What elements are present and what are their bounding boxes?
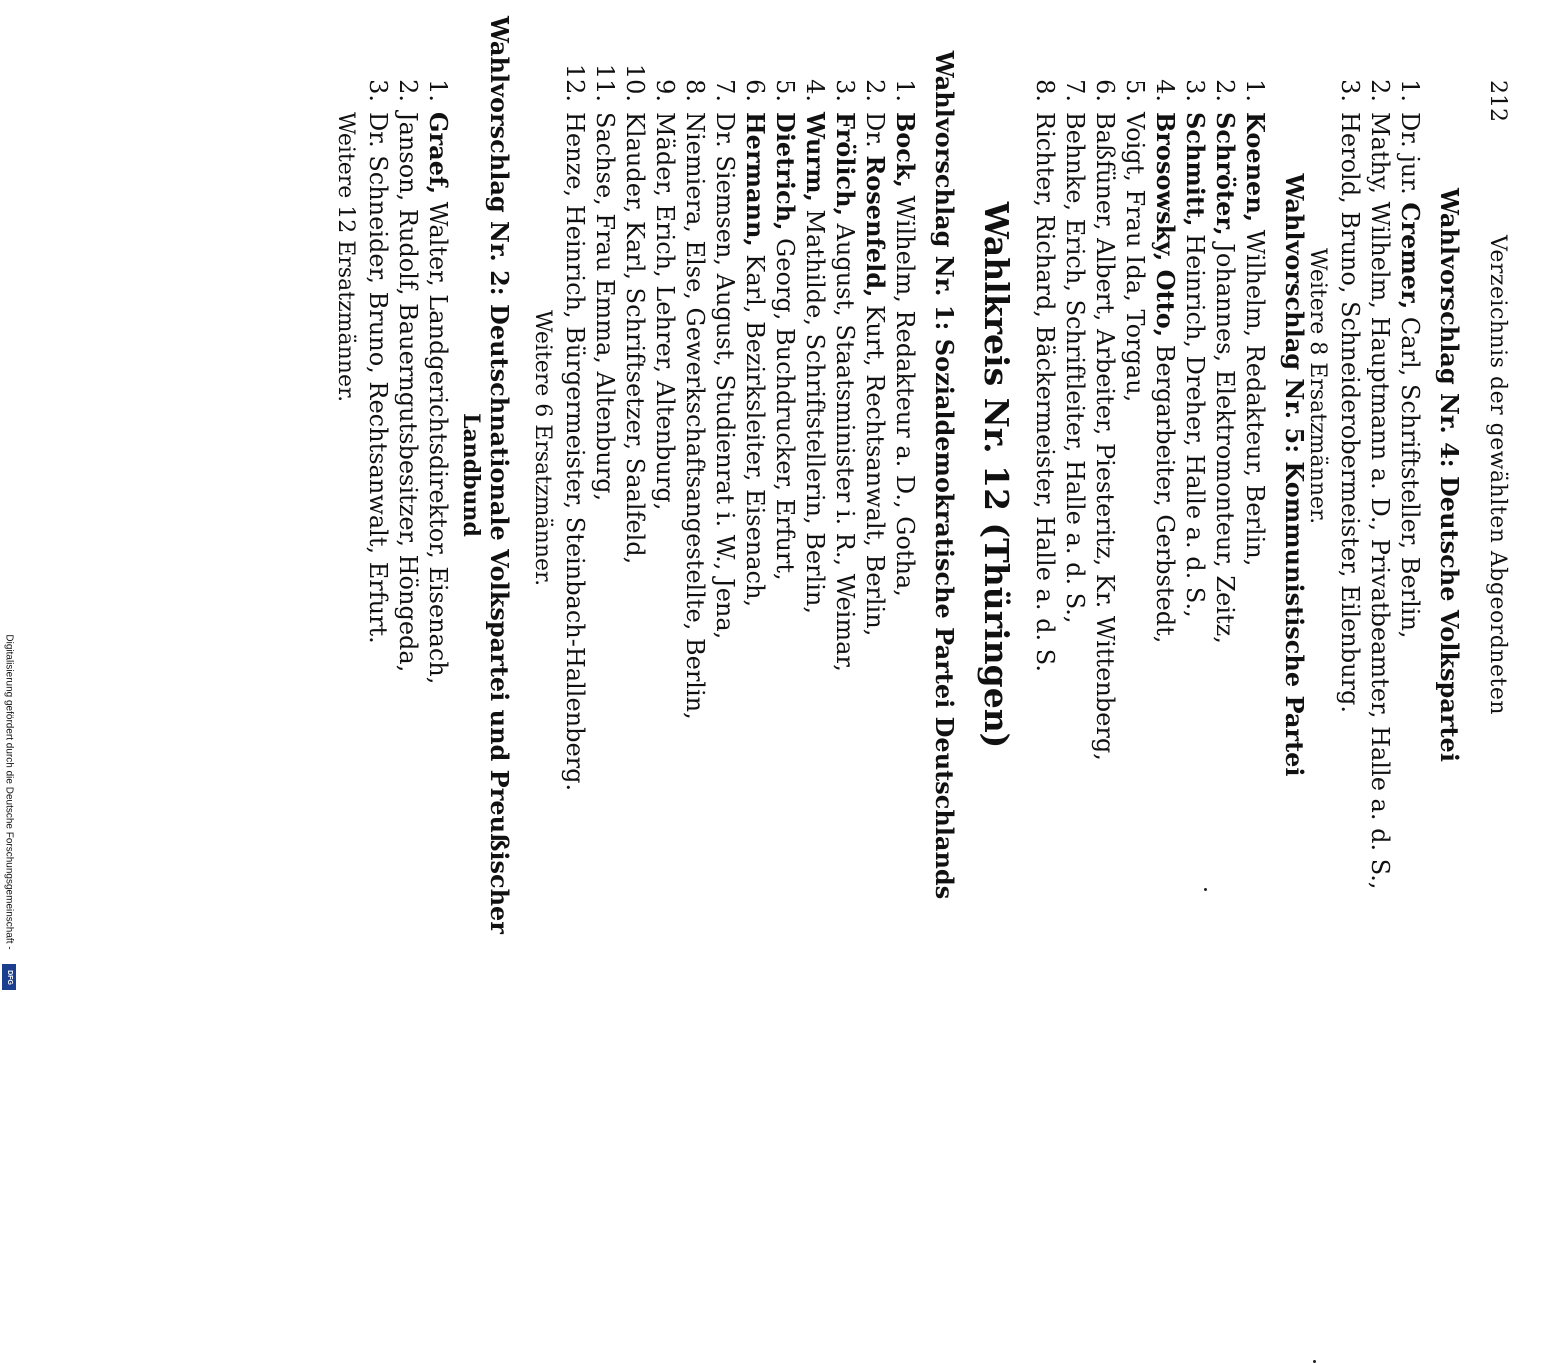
list-item: 3.Dr. Schneider, Bruno, Rechtsanwalt, Erfurt. bbox=[364, 79, 392, 644]
section-heading: Wahlvorschlag Nr. 2: Deutschnationale Volkspartei und Preußischer bbox=[485, 16, 514, 934]
substitutes-note: Weitere 6 Ersatzmänner. bbox=[530, 310, 555, 587]
list-item: 11.Sachse, Frau Emma, Altenburg, bbox=[591, 63, 619, 502]
list-item: 5.Voigt, Frau Ida, Torgau, bbox=[1121, 79, 1149, 403]
running-title: Verzeichnis der gewählten Abgeordneten bbox=[1485, 234, 1510, 716]
list-item: 7.Behnke, Erich, Schriftleiter, Halle a. d. S., bbox=[1061, 79, 1089, 624]
funding-notice: Digitalisierung gefördert durch die Deutsche Forschungsgemeinschaft - bbox=[3, 634, 15, 950]
list-item: 8.Niemiera, Else, Gewerkschaftsangestellte, Berlin, bbox=[681, 79, 709, 720]
list-item: 1.Dr. jur. Cremer, Carl, Schriftsteller, Berlin, bbox=[1396, 79, 1425, 639]
dfg-logo: DFG bbox=[2, 964, 16, 990]
list-item: 8.Richter, Richard, Bäckermeister, Halle a. d. S. bbox=[1031, 79, 1059, 672]
list-item: 6.Hermann, Karl, Bezirksleiter, Eisenach, bbox=[741, 79, 770, 608]
list-item: 3.Herold, Bruno, Schneiderobermeister, Eilenburg. bbox=[1336, 79, 1364, 713]
district-title: Wahlkreis Nr. 12 (Thüringen) bbox=[977, 201, 1016, 749]
list-item: 5.Dietrich, Georg, Buchdrucker, Erfurt, bbox=[771, 79, 800, 581]
list-item: 3.Frölich, August, Staatsminister i. R., Weimar, bbox=[831, 79, 860, 672]
list-item: 9.Mäder, Erich, Lehrer, Altenburg, bbox=[651, 79, 679, 511]
list-item: 1.Koenen, Wilhelm, Redakteur, Berlin, bbox=[1241, 79, 1270, 567]
list-item: 2.Dr. Rosenfeld, Kurt, Rechtsanwalt, Berlin, bbox=[861, 79, 890, 637]
list-item: 6.Baßfüner, Albert, Arbeiter, Piesteritz, Kr. Wittenberg, bbox=[1091, 79, 1119, 761]
substitutes-note: Weitere 12 Ersatzmänner. bbox=[333, 112, 358, 403]
list-item: 1.Bock, Wilhelm, Redakteur a. D., Gotha, bbox=[891, 79, 920, 597]
list-item: 1.Graef, Walter, Landgerichtsdirektor, Eisenach, bbox=[424, 79, 453, 685]
print-speck bbox=[1204, 888, 1207, 891]
section-heading: Wahlvorschlag Nr. 4: Deutsche Volkspartei bbox=[1435, 188, 1464, 762]
substitutes-note: Weitere 8 Ersatzmänner. bbox=[1305, 248, 1330, 525]
list-item: 7.Dr. Siemsen, August, Studienrat i. W., Jena, bbox=[711, 79, 739, 640]
section-heading: Wahlvorschlag Nr. 5: Kommunistische Partei bbox=[1280, 173, 1309, 777]
list-item: 2.Mathy, Wilhelm, Hauptmann a. D., Privatbeamter, Halle a. d. S., bbox=[1366, 79, 1394, 890]
list-item: 3.Schmitt, Heinrich, Dreher, Halle a. d. S., bbox=[1181, 79, 1210, 618]
list-item: 2.Schröter, Johannes, Elektromonteur, Zeitz, bbox=[1211, 79, 1240, 644]
section-heading: Wahlvorschlag Nr. 1: Sozialdemokratische Partei Deutschlands bbox=[930, 50, 959, 900]
page-number: 212 bbox=[1485, 80, 1510, 122]
list-item: 12.Henze, Heinrich, Bürgermeister, Steinbach-Hallenberg. bbox=[561, 63, 589, 792]
list-item: 2.Janson, Rudolf, Bauerngutsbesitzer, Höngeda, bbox=[394, 79, 422, 673]
section-subheading: Landbund bbox=[458, 413, 484, 537]
list-item: 10.Klauder, Karl, Schriftsetzer, Saalfeld, bbox=[621, 63, 649, 565]
running-header bbox=[1470, 80, 1510, 870]
list-item: 4.Wurm, Mathilde, Schriftstellerin, Berlin, bbox=[801, 79, 830, 614]
list-item: 4.Brosowsky, Otto, Bergarbeiter, Gerbstedt, bbox=[1151, 79, 1180, 644]
